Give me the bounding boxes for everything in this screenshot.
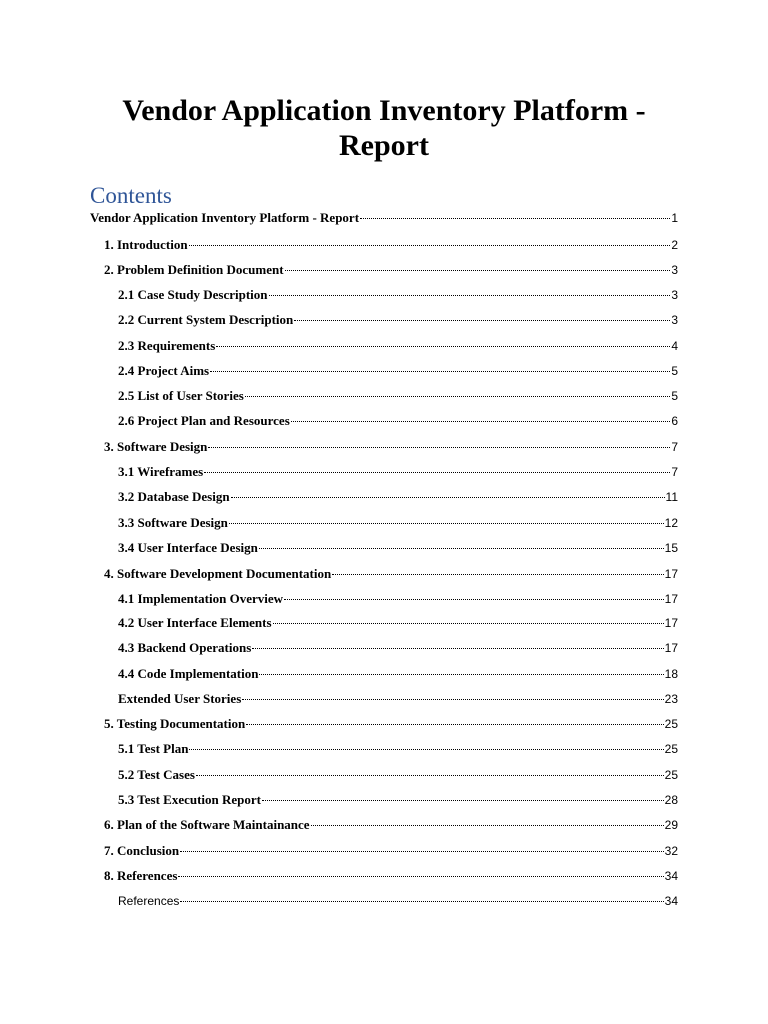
toc-entry[interactable] — [118, 512, 678, 534]
toc-entry[interactable] — [104, 234, 678, 256]
toc-entry[interactable] — [118, 486, 678, 508]
toc-dot-leader — [269, 295, 671, 296]
toc-dot-leader — [245, 396, 671, 397]
toc-entry[interactable] — [90, 207, 678, 229]
toc-dot-leader — [210, 371, 670, 372]
toc-entry[interactable] — [118, 410, 678, 432]
toc-entry-label: 2.2 Current System Description — [118, 312, 294, 327]
toc-dot-leader — [204, 472, 670, 473]
toc-dot-leader — [196, 775, 664, 776]
toc-entry-page-number: 1 — [671, 211, 678, 225]
toc-entry-label: Extended User Stories — [118, 691, 242, 706]
toc-entry-label: 1. Introduction — [104, 237, 188, 252]
toc-entry-page-number: 25 — [664, 768, 678, 782]
toc-dot-leader — [180, 851, 664, 852]
toc-entry-label: 2.1 Case Study Description — [118, 287, 268, 302]
toc-entry[interactable] — [104, 865, 678, 887]
toc-dot-leader — [360, 218, 670, 219]
toc-entry[interactable] — [118, 663, 678, 685]
toc-dot-leader — [231, 497, 665, 498]
toc-dot-leader — [252, 648, 663, 649]
toc-entry-label: 2. Problem Definition Document — [104, 262, 284, 277]
toc-entry-page-number: 34 — [664, 869, 678, 883]
toc-entry-label: 3. Software Design — [104, 439, 208, 454]
toc-entry-page-number: 12 — [664, 516, 678, 530]
toc-entry-label: 2.5 List of User Stories — [118, 388, 244, 403]
toc-entry-page-number: 7 — [671, 465, 678, 479]
toc-entry-page-number: 7 — [671, 440, 678, 454]
toc-dot-leader — [284, 599, 664, 600]
toc-entry-page-number: 3 — [671, 288, 678, 302]
toc-dot-leader — [242, 699, 663, 700]
toc-entry[interactable] — [118, 284, 678, 306]
toc-entry[interactable] — [104, 840, 678, 862]
toc-dot-leader — [189, 245, 671, 246]
toc-dot-leader — [229, 523, 664, 524]
toc-entry-page-number: 11 — [665, 490, 678, 504]
toc-entry-label: 8. References — [104, 868, 178, 883]
document-title: Vendor Application Inventory Platform - Report — [122, 94, 646, 162]
toc-entry[interactable] — [118, 890, 678, 912]
toc-dot-leader — [311, 825, 664, 826]
toc-entry-page-number: 3 — [671, 263, 678, 277]
toc-entry-page-number: 3 — [671, 313, 678, 327]
toc-entry-label: 4.4 Code Implementation — [118, 666, 259, 681]
toc-dot-leader — [246, 724, 663, 725]
toc-entry-label: 4.1 Implementation Overview — [118, 591, 284, 606]
toc-entry-label: 5. Testing Documentation — [104, 716, 246, 731]
toc-entry-label: 4.3 Backend Operations — [118, 640, 252, 655]
toc-entry[interactable] — [118, 537, 678, 559]
toc-dot-leader — [294, 320, 670, 321]
toc-dot-leader — [285, 270, 671, 271]
toc-entry[interactable] — [104, 814, 678, 836]
toc-entry-label: 5.2 Test Cases — [118, 767, 195, 782]
toc-entry-page-number: 17 — [664, 567, 678, 581]
toc-entry-label: 2.4 Project Aims — [118, 363, 210, 378]
toc-dot-leader — [178, 876, 663, 877]
toc-entry-page-number: 17 — [664, 641, 678, 655]
toc-entry-label: References — [118, 894, 180, 908]
toc-entry-page-number: 25 — [664, 742, 678, 756]
toc-entry-label: 3.3 Software Design — [118, 515, 228, 530]
toc-dot-leader — [273, 623, 664, 624]
toc-entry-label: 7. Conclusion — [104, 843, 180, 858]
toc-entry-page-number: 17 — [664, 616, 678, 630]
toc-entry[interactable] — [118, 309, 678, 331]
toc-entry-page-number: 23 — [664, 692, 678, 706]
toc-entry[interactable] — [118, 612, 678, 634]
toc-entry-page-number: 32 — [664, 844, 678, 858]
toc-entry-page-number: 18 — [664, 667, 678, 681]
toc-entry[interactable] — [118, 688, 678, 710]
toc-entry-page-number: 17 — [664, 592, 678, 606]
toc-entry-label: 4. Software Development Documentation — [104, 566, 332, 581]
toc-entry-page-number: 34 — [664, 894, 678, 908]
toc-dot-leader — [180, 901, 663, 902]
toc-entry[interactable] — [118, 588, 678, 610]
toc-entry[interactable] — [118, 335, 678, 357]
toc-entry-page-number: 5 — [671, 389, 678, 403]
toc-entry-page-number: 25 — [664, 717, 678, 731]
toc-entry-label: 5.1 Test Plan — [118, 741, 189, 756]
toc-entry[interactable] — [118, 360, 678, 382]
toc-entry-label: 4.2 User Interface Elements — [118, 615, 272, 630]
toc-entry-label: 3.1 Wireframes — [118, 464, 204, 479]
toc-dot-leader — [259, 548, 664, 549]
toc-entry-label: 5.3 Test Execution Report — [118, 792, 261, 807]
toc-entry[interactable] — [118, 789, 678, 811]
toc-entry[interactable] — [104, 259, 678, 281]
toc-entry[interactable] — [104, 563, 678, 585]
toc-entry[interactable] — [104, 436, 678, 458]
toc-entry[interactable] — [118, 637, 678, 659]
toc-entry-page-number: 28 — [664, 793, 678, 807]
toc-entry-page-number: 29 — [664, 818, 678, 832]
toc-entry-page-number: 2 — [671, 238, 678, 252]
toc-entry-label: 3.4 User Interface Design — [118, 540, 258, 555]
toc-entry[interactable] — [104, 713, 678, 735]
toc-entry[interactable] — [118, 461, 678, 483]
toc-dot-leader — [208, 447, 670, 448]
toc-entry-page-number: 6 — [671, 414, 678, 428]
toc-entry[interactable] — [118, 385, 678, 407]
toc-heading: Contents — [90, 183, 172, 208]
toc-dot-leader — [189, 749, 663, 750]
toc-entry[interactable] — [118, 764, 678, 786]
toc-dot-leader — [332, 574, 663, 575]
toc-entry-label: 2.3 Requirements — [118, 338, 216, 353]
toc-entry[interactable] — [118, 738, 678, 760]
toc-dot-leader — [291, 421, 671, 422]
toc-dot-leader — [259, 674, 663, 675]
toc-entry-page-number: 15 — [664, 541, 678, 555]
toc-dot-leader — [262, 800, 664, 801]
toc-entry-label: 3.2 Database Design — [118, 489, 230, 504]
toc-entry-page-number: 5 — [671, 364, 678, 378]
toc-entry-label: 2.6 Project Plan and Resources — [118, 413, 290, 428]
toc-entry-page-number: 4 — [671, 339, 678, 353]
toc-dot-leader — [216, 346, 670, 347]
toc-entry-label: Vendor Application Inventory Platform - Report — [90, 210, 360, 225]
toc-entry-label: 6. Plan of the Software Maintainance — [104, 817, 310, 832]
